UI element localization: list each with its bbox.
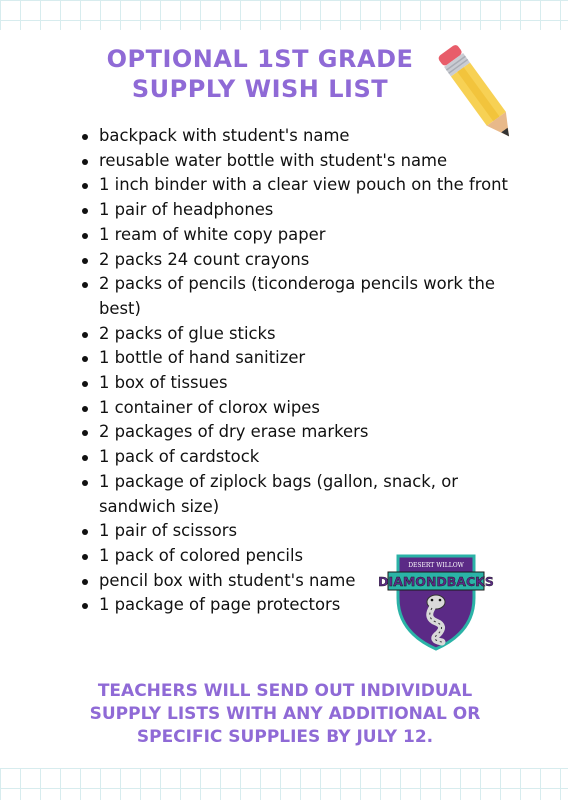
list-item: 2 packs of pencils (ticonderoga pencils work the best) xyxy=(78,272,508,321)
list-item: 1 container of clorox wipes xyxy=(78,396,508,421)
list-item: 1 package of page protectors xyxy=(78,593,508,618)
list-item: 2 packages of dry erase markers xyxy=(78,420,508,445)
diamondbacks-logo xyxy=(378,552,494,652)
list-item: 2 packs 24 count crayons xyxy=(78,248,508,273)
list-item: reusable water bottle with student's name xyxy=(78,149,508,174)
logo-top-text: DESERT WILLOW xyxy=(408,562,464,569)
logo-main-text: DIAMONDBACKS xyxy=(378,574,494,589)
top-grid-border xyxy=(0,0,568,30)
footer-line-1: TEACHERS WILL SEND OUT INDIVIDUAL xyxy=(97,681,473,701)
list-item: 1 box of tissues xyxy=(78,371,508,396)
list-item: 1 pair of scissors xyxy=(78,519,508,544)
footer-note xyxy=(30,680,540,749)
list-item: 1 pair of headphones xyxy=(78,198,508,223)
list-item: pencil box with student's name xyxy=(78,569,508,594)
list-item: 1 pack of cardstock xyxy=(78,445,508,470)
list-item: 1 inch binder with a clear view pouch on the front xyxy=(78,173,508,198)
list-item: 1 bottle of hand sanitizer xyxy=(78,346,508,371)
list-item: 1 pack of colored pencils xyxy=(78,544,508,569)
list-item: backpack with student's name xyxy=(78,124,508,149)
bottom-grid-border xyxy=(0,768,568,800)
title-line-1: OPTIONAL 1ST GRADE xyxy=(106,45,414,73)
title-line-2: SUPPLY WISH LIST xyxy=(131,75,389,103)
list-item: 1 ream of white copy paper xyxy=(78,223,508,248)
footer-line-3: SPECIFIC SUPPLIES BY JULY 12. xyxy=(136,727,434,747)
list-item: 1 package of ziplock bags (gallon, snack, or sandwich size) xyxy=(78,470,508,519)
supply-list xyxy=(78,124,508,618)
list-item: 2 packs of glue sticks xyxy=(78,322,508,347)
footer-line-2: SUPPLY LISTS WITH ANY ADDITIONAL OR xyxy=(89,704,481,724)
